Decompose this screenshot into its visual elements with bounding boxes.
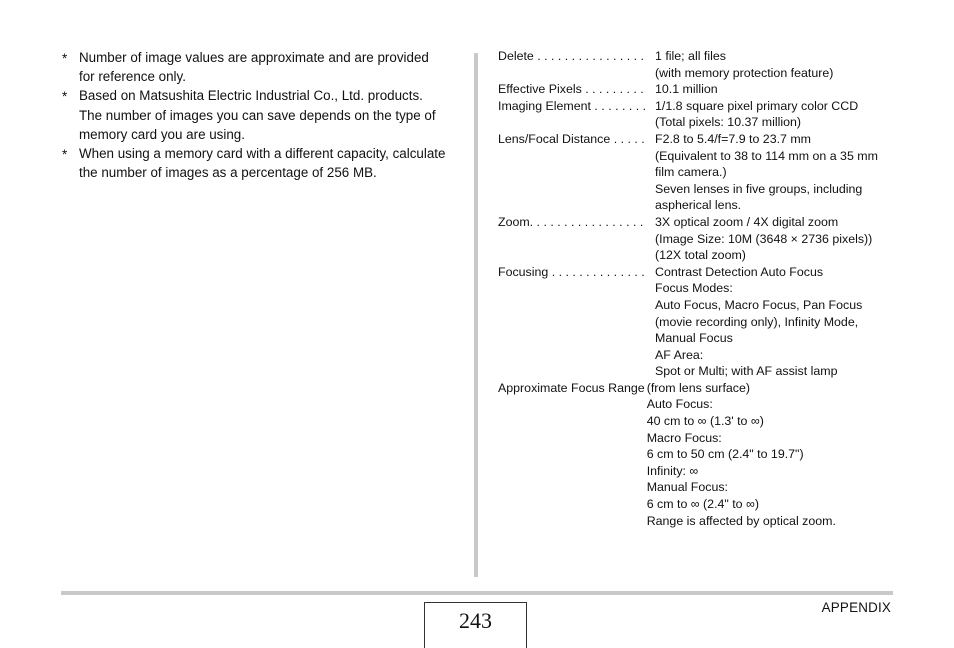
spec-value-line: Auto Focus: xyxy=(646,397,713,412)
spec-row xyxy=(498,81,918,98)
spec-values xyxy=(655,48,918,81)
spec-value-line: Manual Focus xyxy=(655,331,733,346)
spec-value-line: (with memory protection feature) xyxy=(655,65,834,80)
spec-label: Zoom. . . . . . . . . . . . . . . . . xyxy=(498,214,644,229)
spec-row xyxy=(498,214,918,264)
column-divider xyxy=(474,53,478,577)
spec-value-line: (from lens surface) xyxy=(646,380,750,395)
spec-value-line: Auto Focus, Macro Focus, Pan Focus xyxy=(655,297,863,312)
spec-value-line: 1 file; all files xyxy=(655,49,726,63)
note-line: for reference only. xyxy=(79,69,186,85)
note-line: the number of images as a percentage of 256 MB. xyxy=(79,165,377,181)
spec-values xyxy=(655,131,918,214)
spec-value-line: 1/1.8 square pixel primary color CCD xyxy=(655,98,859,113)
spec-value-line: (Equivalent to 38 to 114 mm on a 35 mm xyxy=(655,148,878,163)
note-line: Number of image values are approximate and are provided xyxy=(79,50,429,65)
spec-value-line: (Total pixels: 10.37 million) xyxy=(655,115,801,130)
spec-label: Effective Pixels . . . . . . . . . xyxy=(498,82,644,97)
spec-row xyxy=(498,264,918,380)
spec-row xyxy=(498,131,918,214)
spec-row xyxy=(498,48,918,81)
note-line: memory card you are using. xyxy=(79,126,245,142)
spec-values xyxy=(647,380,918,529)
asterisk-marker: * xyxy=(62,51,68,66)
spec-values xyxy=(655,214,918,264)
asterisk-marker: * xyxy=(62,147,68,163)
spec-value-line: Infinity: ∞ xyxy=(646,463,699,478)
spec-value-line: film camera.) xyxy=(655,165,727,180)
spec-values xyxy=(655,81,918,98)
spec-value-line: Focus Modes: xyxy=(655,281,733,296)
spec-value-line: aspherical lens. xyxy=(655,198,742,213)
note-item xyxy=(62,86,462,144)
spec-value-line: F2.8 to 5.4/f=7.9 to 23.7 mm xyxy=(655,131,812,146)
spec-label: Focusing . . . . . . . . . . . . . . xyxy=(498,264,645,279)
spec-values xyxy=(655,98,918,131)
page-number: 243 xyxy=(424,602,527,648)
notes-list xyxy=(62,48,462,182)
spec-label: Imaging Element . . . . . . . . xyxy=(498,98,647,113)
specifications-list xyxy=(498,48,918,529)
spec-label: Approximate Focus Range xyxy=(498,380,645,395)
spec-value-line: Contrast Detection Auto Focus xyxy=(655,264,824,279)
spec-label: Lens/Focal Distance . . . . . xyxy=(498,131,645,146)
spec-value-line: 6 cm to ∞ (2.4" to ∞) xyxy=(646,497,759,512)
spec-row xyxy=(498,380,918,529)
spec-value-line: (Image Size: 10M (3648 × 2736 pixels)) xyxy=(655,231,873,246)
spec-value-line: Macro Focus: xyxy=(646,430,722,445)
note-item xyxy=(62,144,462,182)
spec-value-line: Spot or Multi; with AF assist lamp xyxy=(655,364,838,379)
spec-value-line: 10.1 million xyxy=(655,82,718,97)
spec-value-line: AF Area: xyxy=(655,347,704,362)
footer-rule xyxy=(61,591,893,595)
spec-value-line: (movie recording only), Infinity Mode, xyxy=(655,314,859,329)
spec-value-line: 40 cm to ∞ (1.3' to ∞) xyxy=(646,414,764,429)
spec-label: Delete . . . . . . . . . . . . . . . . xyxy=(498,49,644,63)
section-label: APPENDIX xyxy=(821,600,891,615)
note-line: When using a memory card with a different capacity, calculate xyxy=(79,146,446,162)
spec-value-line: Range is affected by optical zoom. xyxy=(646,513,836,528)
spec-value-line: (12X total zoom) xyxy=(655,248,746,263)
spec-value-line: 3X optical zoom / 4X digital zoom xyxy=(655,214,839,229)
asterisk-marker: * xyxy=(62,89,68,105)
spec-value-line: Seven lenses in five groups, including xyxy=(655,181,863,196)
note-line: Based on Matsushita Electric Industrial Co., Ltd. products. xyxy=(79,88,423,104)
spec-row xyxy=(498,98,918,131)
spec-value-line: 6 cm to 50 cm (2.4" to 19.7") xyxy=(646,447,804,462)
spec-values xyxy=(655,264,918,380)
note-item xyxy=(62,48,462,86)
spec-value-line: Manual Focus: xyxy=(646,480,728,495)
note-line: The number of images you can save depends on the type of xyxy=(79,107,436,123)
